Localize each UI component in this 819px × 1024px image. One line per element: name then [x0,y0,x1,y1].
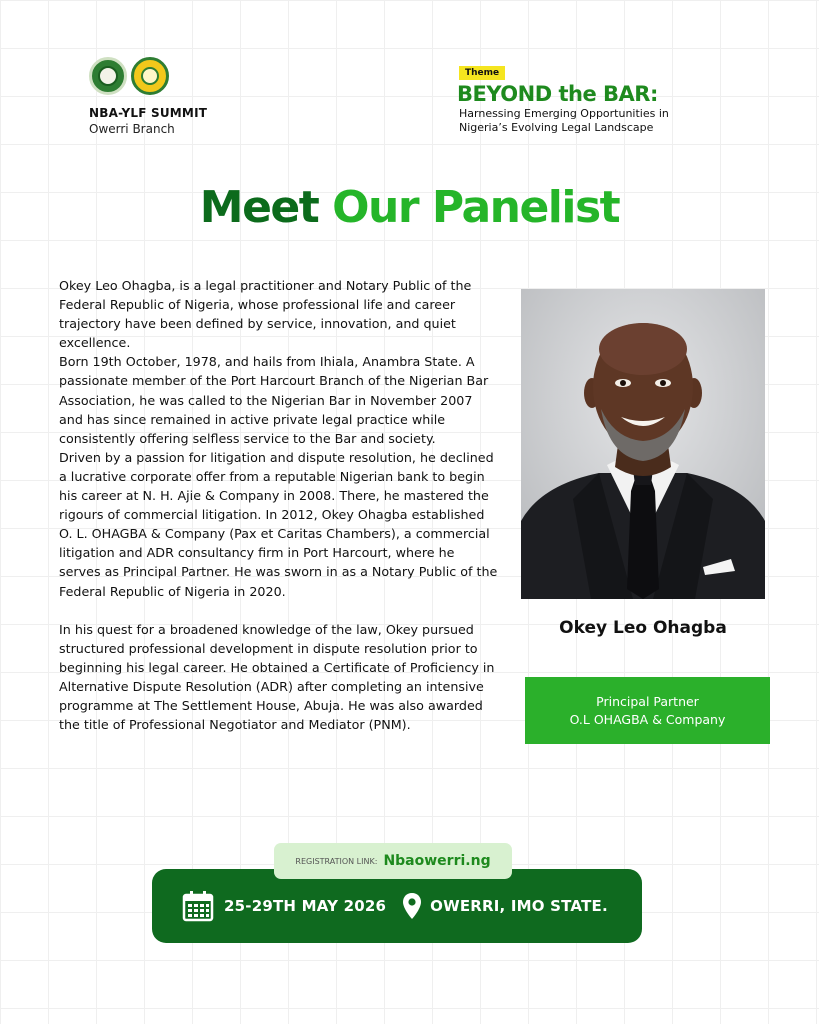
bio-paragraph: Born 19th October, 1978, and hails from Ihiala, Anambra State. A passionate member of the Port Harcourt Branch of the Nigerian Bar Association, he was called to the Nigerian Bar in November 2007 and has since remained in active private legal practice while consistently offering selfless service to the Bar and society. [59,354,489,446]
theme-title: BEYOND the BAR: [457,82,658,106]
page-title-word1: Meet [199,182,319,233]
bio-paragraph: In his quest for a broadened knowledge of the law, Okey pursued structured professional development in dispute resolution prior to beginning his legal career. He obtained a Certificate of Proficiency in Alternative Dispute Resolution (ADR) after completing an intensive programme at The Settlement House, Abuja. He was also awarded the title of Professional Negotiator and Mediator (PNM). [59,621,495,733]
event-location: OWERRI, IMO STATE. [430,897,608,915]
summit-name: NBA-YLF SUMMIT [89,106,208,120]
event-info-bar [152,869,642,943]
registration-link[interactable] [274,843,512,879]
page-title-word2: Our Panelist [332,182,620,233]
panelist-name: Okey Leo Ohagba [559,618,727,638]
panelist-role-badge [525,677,770,744]
location-pin-icon [402,892,422,920]
registration-url[interactable]: Nbaowerri.ng [383,853,491,869]
bio-paragraph: Driven by a passion for litigation and dispute resolution, he declined a lucrative corporate offer from a reputable Nigerian bank to begin his career at N. H. Ajie & Company in 2008. There, he mastered the rigours of commercial litigation. In 2012, Okey Ohagba established O. L. OHAGBA & Company (Pax et Caritas Chambers), a commercial litigation and ADR consultancy firm in Port Harcourt, where he serves as Principal Partner. He was sworn in as a Notary Public of the Federal Republic of Nigeria in 2020. [59,449,498,599]
bio-paragraph: Okey Leo Ohagba, is a legal practitioner and Notary Public of the Federal Republic of Nigeria, whose professional life and career trajectory have been defined by service, innovation, and quiet excellence. [59,278,472,351]
theme-subtitle [459,107,719,135]
registration-label: REGISTRATION LINK: [295,856,378,866]
panelist-photo [521,289,765,599]
theme-subtitle-line2: Nigeria’s Evolving Legal Landscape [459,121,654,134]
calendar-icon [182,890,214,922]
role-title: Principal Partner [596,693,699,709]
branch-name: Owerri Branch [89,122,175,136]
nba-logo-icon [89,57,127,95]
panelist-bio [59,276,499,734]
portrait-illustration [521,289,765,599]
page-title [0,182,819,233]
theme-subtitle-line1: Harnessing Emerging Opportunities in [459,107,669,120]
young-lawyers-logo-icon [131,57,169,95]
logos [89,57,169,95]
event-dates: 25-29TH MAY 2026 [224,897,387,915]
role-company: O.L OHAGBA & Company [569,711,726,727]
theme-label: Theme [459,66,505,80]
